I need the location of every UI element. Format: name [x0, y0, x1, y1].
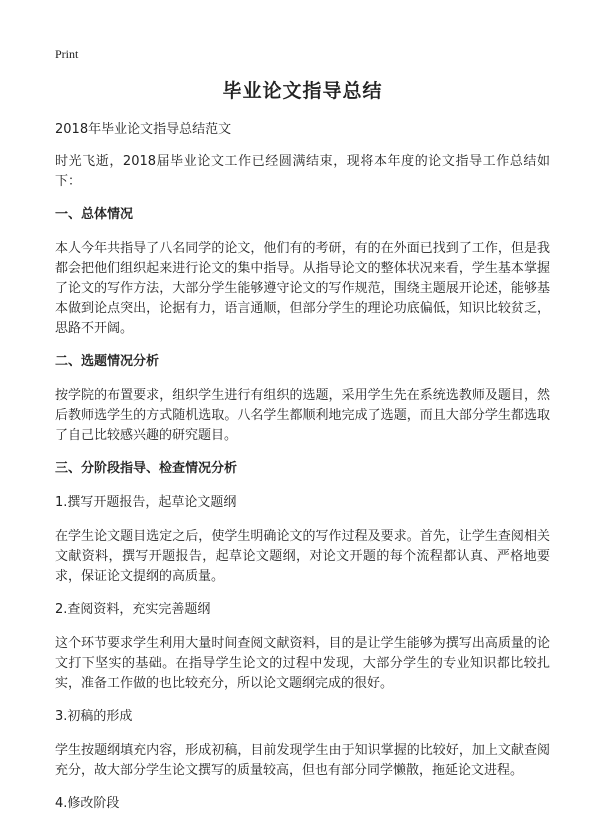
section-heading-overview: 一、总体情况	[55, 207, 134, 222]
stage-body-draft: 学生按题纲填充内容，形成初稿，目前发现学生由于知识掌握的比较好，加上文献查阅充分，故大部分学生论文撰写的质量较高，但也有部分同学懒散，拖延论文进程。	[55, 743, 550, 778]
stage-body-research: 这个环节要求学生利用大量时间查阅文献资料，目的是让学生能够为撰写出高质量的论文打下坚实的基础。在指导学生论文的过程中发现，大部分学生的专业知识都比较扎实，准备工作做的也比较充分，所以论文题纲完成的很好。	[55, 636, 550, 691]
document-body	[55, 78, 550, 828]
stage-label-proposal: 1.撰写开题报告，起草论文题纲	[55, 495, 237, 510]
document-subtitle: 2018年毕业论文指导总结范文	[55, 122, 232, 137]
section-heading-stages: 三、分阶段指导、检查情况分析	[55, 461, 238, 476]
stage-label-draft: 3.初稿的形成	[55, 709, 133, 724]
stage-label-research: 2.查阅资料，充实完善题纲	[55, 602, 211, 617]
page-title: 毕业论文指导总结	[222, 80, 383, 102]
print-link[interactable]: Print	[55, 47, 79, 61]
section-heading-topic-selection: 二、选题情况分析	[55, 354, 160, 369]
section-body-topic-selection: 按学院的布置要求，组织学生进行有组织的选题，采用学生先在系统选教师及题目，然后教师选学生的方式随机选取。八名学生都顺利地完成了选题，而且大部分学生都选取了自己比较感兴趣的研究题目。	[55, 388, 550, 443]
stage-body-proposal: 在学生论文题目选定之后，使学生明确论文的写作过程及要求。首先，让学生查阅相关文献资料，撰写开题报告，起草论文题纲，对论文开题的每个流程都认真、严格地要求，保证论文提纲的高质量。	[55, 529, 550, 584]
intro-paragraph: 时光飞逝，2018届毕业论文工作已经圆满结束，现将本年度的论文指导工作总结如下：	[55, 154, 550, 189]
stage-label-revision: 4.修改阶段	[55, 796, 120, 811]
section-body-overview: 本人今年共指导了八名同学的论文，他们有的考研，有的在外面已找到了工作，但是我都会把他们组织起来进行论文的集中指导。从指导论文的整体状况来看，学生基本掌握了论文的写作方法，大部分学生能够遵守论文的写作规范，围绕主题展开论述，能够基本做到论点突出，论据有力，语言通顺，但部分学生的理论功底偏低，知识比较贫乏，思路不开阔。	[55, 241, 550, 336]
